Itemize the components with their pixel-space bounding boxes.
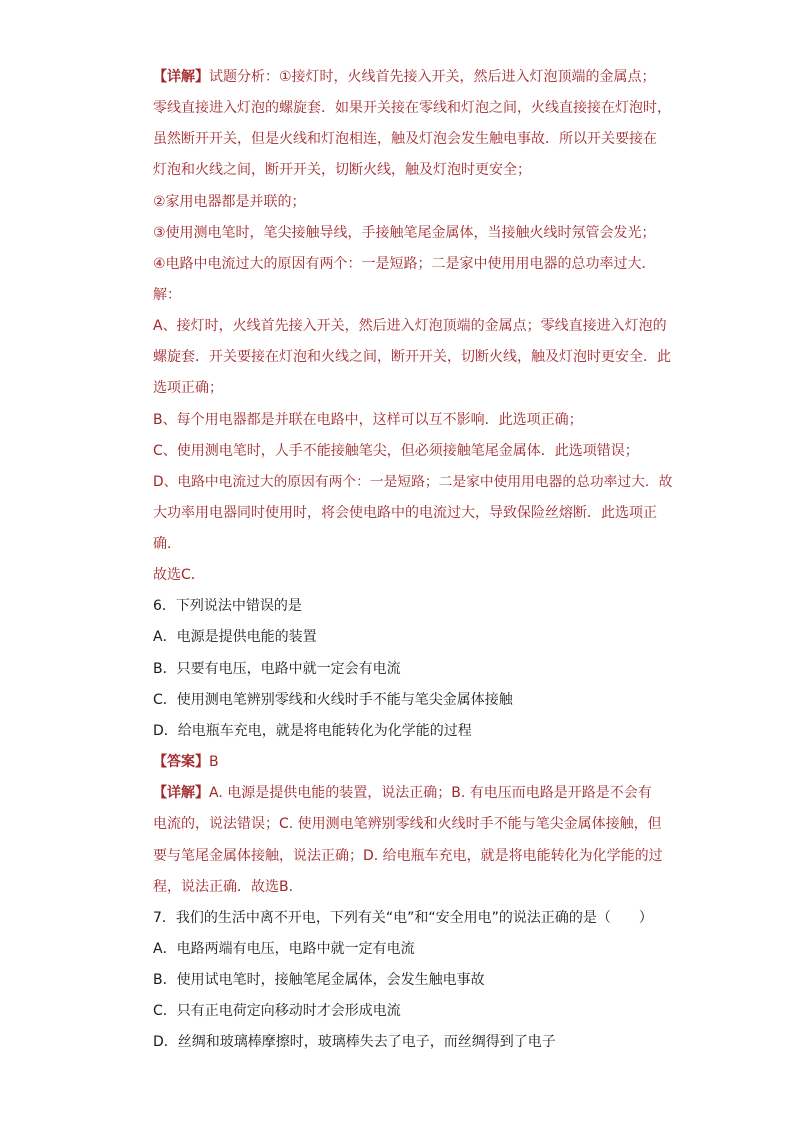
- detail-line-4: 灯泡和火线之间，断开开关，切断火线，触及灯泡时更安全；: [153, 162, 531, 178]
- answer-tag: 【答案】: [153, 754, 209, 770]
- solution-line-a1: A、接灯时，火线首先接入开关，然后进入灯泡顶端的金属点；零线直接进入灯泡的: [153, 318, 667, 334]
- question-6-option-b: B．只要有电压，电路中就一定会有电流: [153, 661, 401, 677]
- solution-line-d2: 大功率用电器同时使用时，将会使电路中的电流过大，导致保险丝熔断．此选项正: [153, 505, 657, 521]
- solution-line-a3: 选项正确；: [153, 380, 223, 396]
- solution-line-d3: 确．: [153, 536, 181, 552]
- detail-line-3: 虽然断开开关，但是火线和灯泡相连，触及灯泡会发生触电事故．所以开关要接在: [153, 131, 657, 147]
- detail-tag: 【详解】: [153, 69, 209, 85]
- question-6-detail-3: 要与笔尾金属体接触，说法正确；D. 给电瓶车充电，就是将电能转化为化学能的过: [153, 848, 663, 864]
- question-6-answer: [153, 752, 219, 772]
- question-7-option-a: A．电路两端有电压，电路中就一定有电流: [153, 941, 415, 957]
- detail-tag: 【详解】: [153, 785, 209, 801]
- detail-text: 试题分析：①接灯时，火线首先接入开关，然后进入灯泡顶端的金属点；: [209, 69, 656, 85]
- detail-line-6: ③使用测电笔时，笔尖接触导线，手接触笔尾金属体，当接触火线时氖管会发光；: [153, 225, 656, 241]
- question-7-stem: 7．我们的生活中离不开电，下列有关“电”和“安全用电”的说法正确的是（ ）: [153, 910, 653, 926]
- question-6-option-d: D．给电瓶车充电，就是将电能转化为化学能的过程: [153, 723, 472, 739]
- detail-line-7: ④电路中电流过大的原因有两个：一是短路；二是家中使用用电器的总功率过大．: [153, 256, 656, 272]
- question-6-stem: 6．下列说法中错误的是: [153, 598, 302, 614]
- solution-line-b: B、每个用电器都是并联在电路中，这样可以互不影响．此选项正确；: [153, 412, 583, 428]
- detail-line-5: ②家用电器都是并联的；: [153, 194, 306, 210]
- question-6-detail-1: [153, 783, 652, 803]
- final-choice: 故选C．: [153, 567, 205, 583]
- question-6-detail-4: 程，说法正确．故选B.: [153, 879, 294, 895]
- question-7-option-d: D．丝绸和玻璃棒摩擦时，玻璃棒失去了电子，而丝绸得到了电子: [153, 1034, 556, 1050]
- solution-line-c: C、使用测电笔时，人手不能接触笔尖，但必须接触笔尾金属体．此选项错误；: [153, 443, 639, 459]
- question-6-detail-2: 电流的，说法错误；C. 使用测电笔辨别零线和火线时手不能与笔尖金属体接触，但: [153, 816, 662, 832]
- solution-label: 解：: [153, 287, 181, 303]
- detail-text: A. 电源是提供电能的装置，说法正确；B. 有电压而电路是开路是不会有: [209, 785, 652, 801]
- detail-line-2: 零线直接进入灯泡的螺旋套．如果开关接在零线和灯泡之间，火线直接接在灯泡时，: [153, 100, 671, 116]
- solution-line-a2: 螺旋套．开关要接在灯泡和火线之间，断开开关，切断火线，触及灯泡时更安全．此: [153, 349, 671, 365]
- answer-value: B: [209, 754, 219, 770]
- solution-line-d1: D、电路中电流过大的原因有两个：一是短路；二是家中使用用电器的总功率过大．故: [153, 474, 673, 490]
- question-7-option-c: C．只有正电荷定向移动时才会形成电流: [153, 1003, 401, 1019]
- question-6-option-c: C．使用测电笔辨别零线和火线时手不能与笔尖金属体接触: [153, 692, 513, 708]
- question-7-option-b: B．使用试电笔时，接触笔尾金属体，会发生触电事故: [153, 972, 485, 988]
- detail-line-1: [153, 67, 656, 87]
- question-6-option-a: A．电源是提供电能的装置: [153, 629, 317, 645]
